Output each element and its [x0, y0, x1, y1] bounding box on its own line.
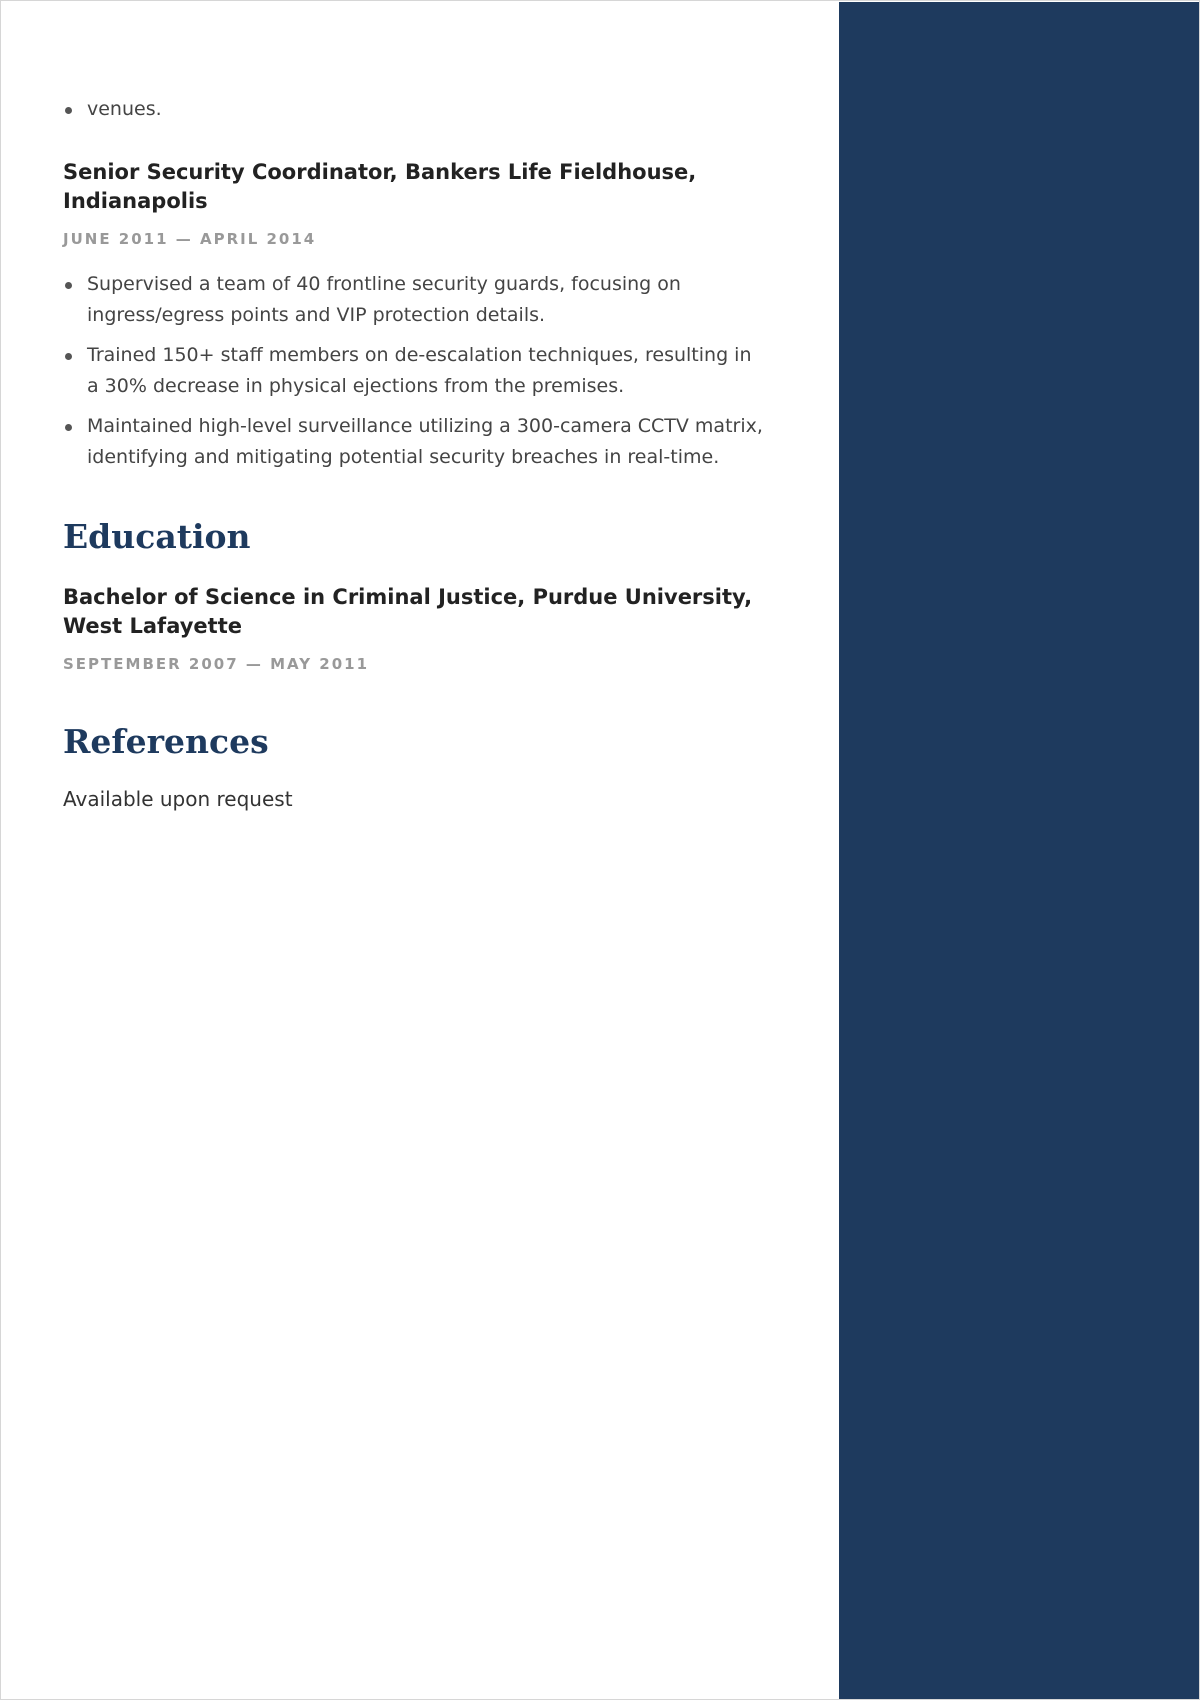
education-title: Bachelor of Science in Criminal Justice, Purdue University, West Lafayette [63, 585, 753, 638]
job-bullet-list [63, 269, 763, 482]
job-dates: JUNE 2011 — APRIL 2014 [63, 230, 317, 248]
sidebar-panel [839, 2, 1200, 1699]
list-item: Trained 150+ staff members on de-escalation techniques, resulting in a 30% decrease in physical ejections from the premises. [63, 340, 763, 402]
list-item: venues. [63, 94, 763, 125]
education-heading: Education [63, 517, 251, 556]
job-title: Senior Security Coordinator, Bankers Life Fieldhouse, Indianapolis [63, 160, 697, 213]
references-heading: References [63, 722, 269, 761]
list-item: Supervised a team of 40 frontline security guards, focusing on ingress/egress points and VIP protection details. [63, 269, 763, 331]
education-dates: SEPTEMBER 2007 — MAY 2011 [63, 655, 370, 673]
continued-bullet-list [63, 94, 763, 125]
references-text: Available upon request [63, 787, 293, 811]
list-item: Maintained high-level surveillance utilizing a 300-camera CCTV matrix, identifying and mitigating potential security breaches in real-time. [63, 411, 763, 473]
